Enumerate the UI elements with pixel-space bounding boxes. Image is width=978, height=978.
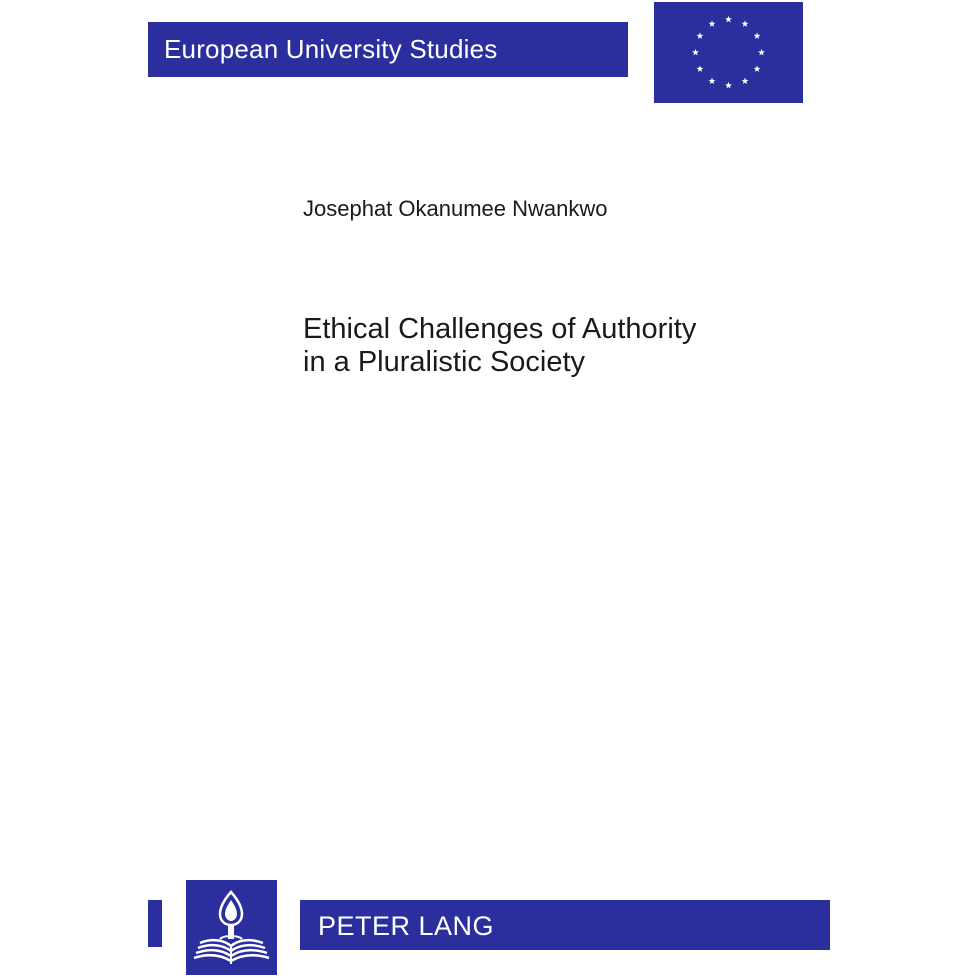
- book-title: [303, 313, 696, 379]
- flag-star-icon: [725, 16, 732, 23]
- eu-flag-icon: [654, 2, 803, 103]
- decorative-stub: [148, 900, 162, 947]
- publisher-band: [300, 900, 830, 950]
- series-title: European University Studies: [164, 34, 498, 64]
- flag-star-icon: [742, 77, 749, 84]
- flag-star-icon: [725, 82, 732, 89]
- flag-star-icon: [709, 77, 716, 84]
- book-title-line-1: Ethical Challenges of Authority: [303, 313, 697, 345]
- flag-star-icon: [754, 32, 761, 39]
- author-name: Josephat Okanumee Nwankwo: [303, 196, 608, 221]
- flag-star-icon: [754, 65, 761, 72]
- flag-star-icon: [758, 49, 765, 56]
- book-title-line-2: in a Pluralistic Society: [303, 346, 586, 378]
- flag-star-icon: [709, 20, 716, 27]
- book-lamp-icon: [186, 880, 277, 975]
- series-band: [148, 22, 628, 77]
- flag-star-icon: [697, 65, 704, 72]
- publisher-name: PETER LANG: [318, 911, 495, 941]
- flag-star-icon: [742, 20, 749, 27]
- eu-stars-icon: [654, 2, 803, 103]
- publisher-logo-icon: [186, 880, 277, 975]
- flag-star-icon: [692, 49, 699, 56]
- flag-star-icon: [697, 32, 704, 39]
